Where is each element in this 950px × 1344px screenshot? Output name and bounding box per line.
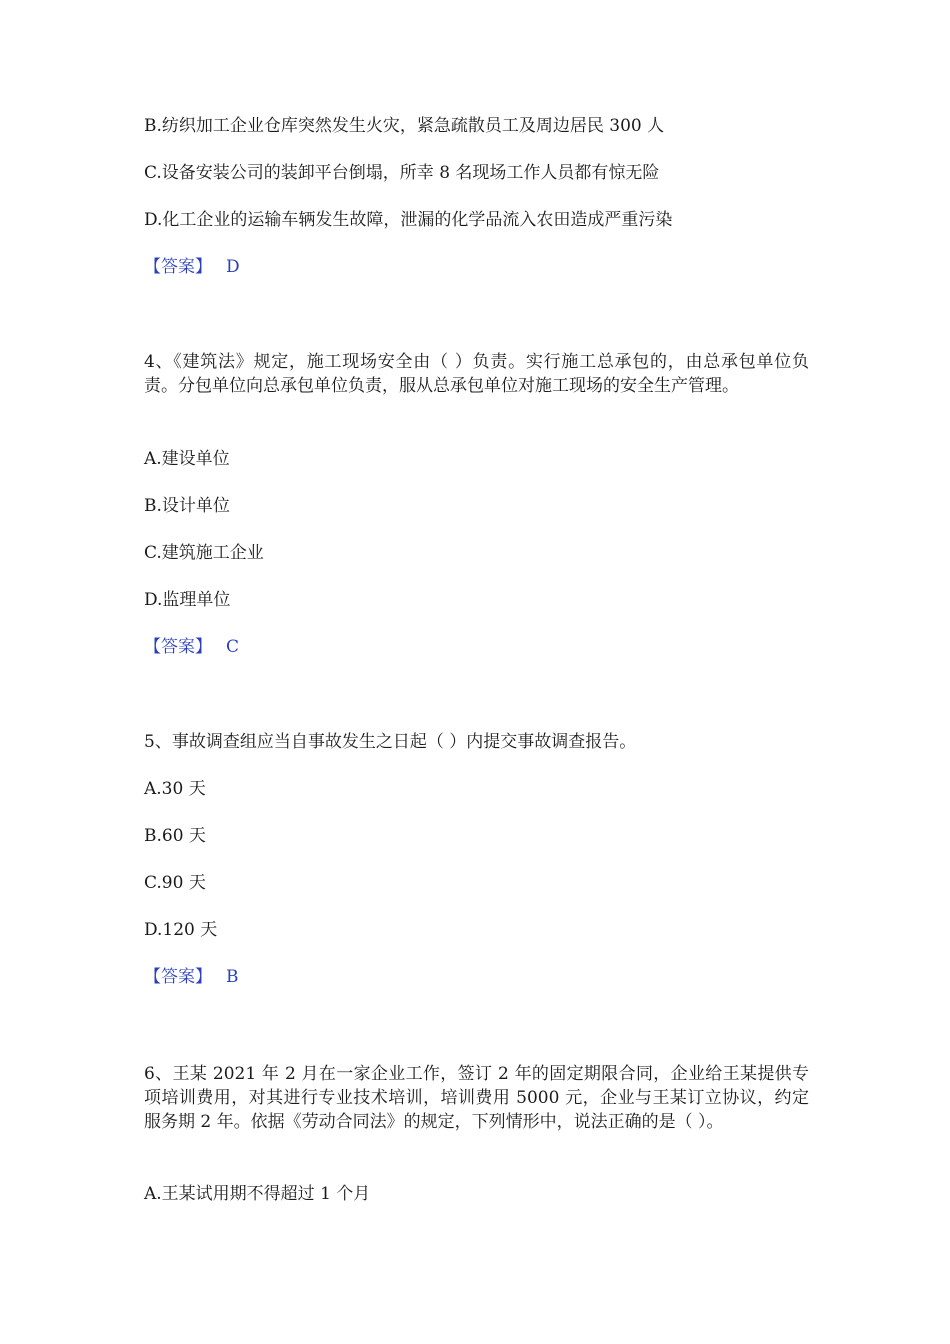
answer-label: 【答案】	[144, 967, 212, 987]
q6-option-a: A.王某试用期不得超过 1 个月	[144, 1184, 371, 1204]
answer-label: 【答案】	[144, 257, 212, 277]
q5-stem: 5、事故调查组应当自事故发生之日起（ ）内提交事故调查报告。	[144, 732, 637, 752]
answer-value: C	[226, 637, 240, 657]
q3-option-c: C.设备安装公司的装卸平台倒塌，所幸 8 名现场工作人员都有惊无险	[144, 163, 660, 183]
q6-stem: 6、王某 2021 年 2 月在一家企业工作，签订 2 年的固定期限合同，企业给王某提供专项培训费用，对其进行专业技术培训，培训费用 5000 元，企业与王某订立协议，约定服务期 2 年。依据《劳动合同法》的规定，下列情形中，说法正确的是（ ）。	[144, 1064, 809, 1132]
q4-option-d: D.监理单位	[144, 590, 231, 610]
q4-option-c: C.建筑施工企业	[144, 543, 264, 563]
q3-option-d: D.化工企业的运输车辆发生故障，泄漏的化学品流入农田造成严重污染	[144, 210, 673, 230]
q5-option-c: C.90 天	[144, 873, 206, 893]
q3-option-b: B.纺织加工企业仓库突然发生火灾，紧急疏散员工及周边居民 300 人	[144, 116, 665, 136]
q4-answer	[144, 635, 239, 659]
q5-answer	[144, 965, 239, 989]
q5-option-b: B.60 天	[144, 826, 206, 846]
q3-answer	[144, 255, 240, 279]
q4-option-b: B.设计单位	[144, 496, 230, 516]
answer-label: 【答案】	[144, 637, 212, 657]
q5-option-d: D.120 天	[144, 920, 218, 940]
answer-value: B	[226, 967, 239, 987]
q4-option-a: A.建设单位	[144, 449, 230, 469]
q5-option-a: A.30 天	[144, 779, 206, 799]
q4-stem: 4、《建筑法》规定，施工现场安全由（ ）负责。实行施工总承包的，由总承包单位负责。分包单位向总承包单位负责，服从总承包单位对施工现场的安全生产管理。	[144, 352, 809, 396]
answer-value: D	[226, 257, 240, 277]
